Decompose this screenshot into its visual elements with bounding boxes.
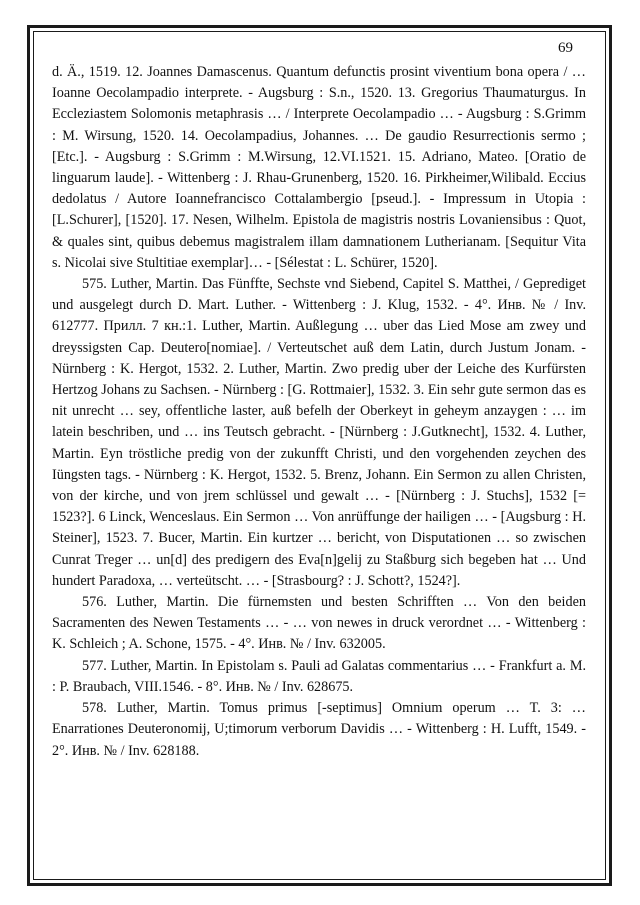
paragraph-entry-576: 576. Luther, Martin. Die fürnemsten und besten Schrifften … Von den beiden Sacramenten des Newen Testaments … - … von newes in druck verordnet … - Wittenberg : K. Schleich ; A. Schone, 1575. - 4°. Инв. № / Inv. 632005. <box>52 594 586 653</box>
paragraph-entry-578: 578. Luther, Martin. Tomus primus [-septimus] Omnium operum … T. 3: … Enarrationes Deuteronomij, U;timorum verborum Davidis … - Wittenberg : H. Lufft, 1549. - 2°. Инв. № / Inv. 628188. <box>52 700 586 759</box>
paragraph-entry-577: 577. Luther, Martin. In Epistolam s. Pauli ad Galatas commentarius … - Frankfurt a. M. : P. Braubach, VIII.1546. - 8°. Инв. № / Inv. 628675. <box>52 657 586 695</box>
paragraph-entry-575: 575. Luther, Martin. Das Fünffte, Sechste vnd Siebend, Capitel S. Matthei, / Geprediget und ausgelegt durch D. Mart. Luther. - Wittenberg : J. Klug, 1532. - 4°. Инв. № / Inv. 612777. Прилл. 7 кн.:1. Luther, Martin. Außlegung … uber das Lied Mose am zwey und dreyssigsten Cap. Deutero[nomiae]. / Verteutschet auß dem Latin, durch Justum Jonam. - Nürnberg : K. Hergot, 1532. 2. Luther, Martin. Zwo predig uber der Leiche des Kurfürsten Hertzog Johans zu Sachsen. - Nürnberg : [G. Rottmaier], 1532. 3. Ein sehr gute sermon das es nit unrecht … sey, offentliche laster, auß befelh der Oberkeyt in geheym anzaygen : … im latein beschriben, und … ins Teutsch gebracht. - [Nürnberg : J.Gutknecht], 1532. 4. Luther, Martin. Eyn tröstliche predig von der zukunfft Christi, und den vorgehenden zeychen des Iüngsten tags. - Nürnberg : K. Hergot, 1532. 5. Brenz, Johann. Ein Sermon zu allen Christen, von der kirche, und von jrem schlüssel und gewalt … - [Nürnberg : J. Stuchs], 1532 [= 1523?]. 6 Linck, Wenceslaus. Ein Sermon … Von anrüffunge der hailigen … - [Augsburg : H. Steiner], 1523. 7. Bucer, Martin. Ein kurtzer … bericht, von Disputationen … so zwischen Cunrat Treger … un[d] des predigern des Eva[n]gelij zu Staßburg sich begeben hat … Und hundert Paradoxa, … verteütscht. … - [Strasbourg? : J. Schott?, 1524?]. <box>52 276 586 589</box>
paragraph-continued-entry: d. Ä., 1519. 12. Joannes Damascenus. Quantum defunctis prosint viventium bona opera / … Ioanne Oecolampadio interprete. - Augsburg : S.n., 1520. 13. Gregorius Thaumaturgus. In Eccleziastem Solomonis metaphrasis … / Interprete Oecolampadio … - Augsburg : S.Grimm : M. Wirsung, 1520. 14. Oecolampadius, Johannes. … De gaudio Resurrectionis sermo ; [Etc.]. - Augsburg : S.Grimm : M.Wirsung, 12.VI.1521. 15. Adriano, Mateo. [Oratio de linguarum laude]. - Wittenberg : J. Rhau-Grunenberg, 1520. 16. Pirkheimer,Wilibald. Eccius dedolatus / Autore Ioannefrancisco Cottalambergio [pseud.]. - Impressum in Utopia : [L.Schurer], [1520]. 17. Nesen, Wilhelm. Epistola de magistris nostris Lovaniensibus : Quot, & quales sint, quibus debemus magistralem illam damnationem Lutherianam. [Sequitur Vita s. Nicolai sive Stultitiae exemplar]… - [Sélestat : L. Schürer, 1520]. <box>52 64 586 271</box>
page-number: 69 <box>558 40 573 56</box>
catalog-text <box>52 62 586 762</box>
